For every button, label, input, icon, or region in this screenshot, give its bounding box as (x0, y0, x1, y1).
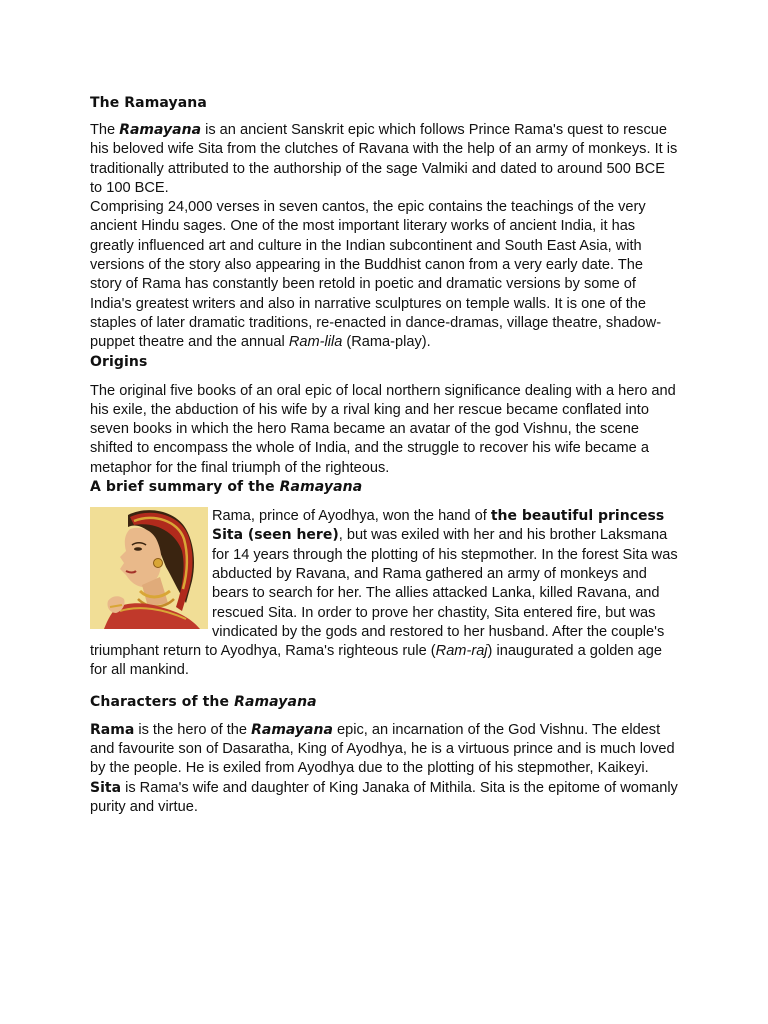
verses-paragraph: Comprising 24,000 verses in seven cantos, the epic contains the teachings of the very ancient Hindu sages. One of the most important literary works of ancient India, it has greatly influenced art and culture in the Indian subcontinent and South East Asia, with versions of the story also appearing in the Buddhist canon from a very early date. The story of Rama has constantly been retold in poetic and dramatic versions by some of India's greatest writers and also in narrative sculptures on temple walls. It is one of the staples of later dramatic traditions, re-enacted in dance-dramas, village theatre, shadow-puppet theatre and the annual Ram-lila (Rama-play). (90, 199, 662, 351)
summary-section (90, 507, 678, 681)
summary-paragraph: Rama, prince of Ayodhya, won the hand of the beautiful princess Sita (seen here), but was exiled with her and his brother Laksmana for 14 years through the plotting of his stepmother. In the forest Sita was abducted by Ravana, and Rama gathered an army of monkeys and bears to search for her. The allies attacked Lanka, killed Ravana, and rescued Sita. In order to prove her chastity, Sita entered fire, but was vindicated by the gods and restored to her husband. After the couple's triumphant return to Ayodhya, Rama's righteous rule (Ram-raj) inaugurated a golden age for all mankind. (90, 508, 678, 679)
summary-heading: A brief summary of the Ramayana (90, 479, 363, 496)
intro-paragraph: The Ramayana is an ancient Sanskrit epic which follows Prince Rama's quest to rescue his beloved wife Sita from the clutches of Ravana with the help of an army of monkeys. It is traditionally attributed to the authorship of the sage Valmiki and dated to around 500 BCE to 100 BCE. (90, 122, 678, 196)
ramayana-emphasis: Ramayana (119, 122, 202, 138)
ram-lila-emphasis: Ram-lila (288, 334, 343, 351)
sita-paragraph: Sita is Rama's wife and daughter of King Janaka of Mithila. Sita is the epitome of womanly purity and virtue. (90, 779, 678, 815)
origins-paragraph: The original five books of an oral epic of local northern significance dealing with a hero and his exile, the abduction of his wife by a rival king and her rescue became conflated into seven books in which the hero Rama became an avatar of the god Vishnu, the scene shifted to encompass the whole of India, and the struggle to recover his wife became a metaphor for the final triumph of the righteous. (90, 382, 676, 476)
ram-raj-emphasis: Ram-raj (435, 643, 488, 660)
document-title: The Ramayana (90, 95, 207, 111)
sita-highlight: the beautiful princess Sita (seen here) (212, 508, 665, 544)
rama-name: Rama (90, 721, 135, 738)
rama-paragraph: Rama is the hero of the Ramayana epic, an incarnation of the God Vishnu. The eldest and favourite son of Dasaratha, King of Ayodhya, he is a virtuous prince and is much loved by the people. He is exiled from Ayodhya due to the plotting of his stepmother, Kaikeyi. (90, 721, 675, 777)
sita-name: Sita (90, 779, 122, 796)
characters-heading: Characters of the Ramayana (90, 693, 317, 710)
origins-heading: Origins (90, 353, 148, 370)
sita-portrait-image (90, 507, 208, 629)
